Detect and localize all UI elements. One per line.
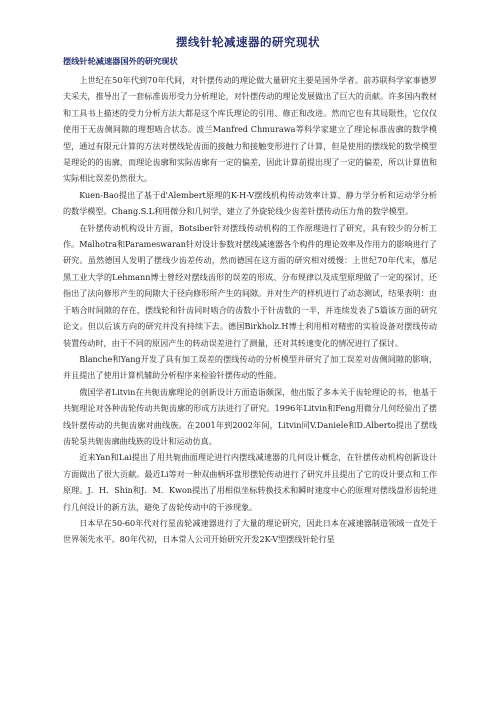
paragraph: 上世纪在50年代到70年代间，对针摆传动的理论做大量研究主要是国外学者。前苏联科学家事德罗夫采夫，推导出了一套标准齿形受力分析理论，对针摆传动的理论发展做出了巨大的贡献。许多国内教材和工具书上描述的受力分析方法大都是这个库氏理论的引用、修正和改进。然而它也有其局限性，它仅仅使用于无齿侧间隙的理想啮合状态。波兰Manfred Chmurawa等科学家建立了理论标准齿廓的数学模型，通过有限元计算的方法对摆线轮齿面的接触力和接触变形进行了计算，但是使用的摆线轮的数学模型是理论的的齿廓，而理论齿廓和实际齿廓有一定的偏差，因此计算前提出现了一定的偏差，所以计算值和实际相比误差仍然很大。 [63, 75, 437, 184]
paragraph: 俄国学者Litvin在共轭齿廓理论的创新设计方面造诣颇深，他出版了多本关于齿轮理论的书，他基于共轭理论对各种齿轮传动共轭齿廓的形成方法进行了研究。1996年Litvin和Feng用微分几何经验出了摆线针摆传动的共轭齿廓对曲线族。在2001年到2002年间，Litvin同V.Daniele和D.Alberto提出了摆线齿轮泵共轭齿廓曲线族的设计和运动仿真。 [63, 386, 437, 446]
document-title: 摆线针轮减速器的研究现状 [176, 35, 320, 49]
paragraph: 近来Yan和Lai提出了用共轭曲面理论进行内摆线减速器的几何设计概念，在针摆传动机构创新设计方面做出了很大贡献。最近Li等对一种双曲柄环盘形摆轮传动进行了研究并且提出了它的设计要点和工作原理。J．H．Shin和J．M．Kwon提出了用相似坐标转换技术和瞬时速度中心的原理对摆线盘形齿轮进行几何设计的新方法，避免了齿轮传动中的干涉现象。 [63, 452, 437, 512]
paragraph: Blanche和Yang开发了具有加工误差的摆线传动的分析模型并研究了加工误差对齿侧间隙的影响，并且提出了使用计算机辅助分析程序来检验针摆传动的性能。 [63, 353, 437, 381]
paragraph: 在针摆传动机构设计方面，Botsiber针对摆线传动机构的工作原理进行了研究，具有较少的分析工作。Malhotra和Parameswaran针对设计参数对摆线减速器各个构件的理论效率及作用力的影响进行了研究。虽然德国人发明了摆线少齿差传动，然而德国在这方面的研究相对缓慢：上世纪70年代末，慕尼黑工业大学的Lehmann博士曾经对摆线齿形的误差的形成、分布规律以及成型原理做了一定的探讨，还指出了法向修形产生的间隙大于径向修形所产生的间隙。并对生产的样机进行了动态测试，结果表明：由于啮合时间隙的存在，摆线轮和针齿同时啮合的齿数小于针齿数的一半，并连续发表了5篇该方面的研究论文。但以后该方向的研究并没有持续下去。德国Birkholz.H博士利用相对精密的实验设备对摆线传动装置传动时，由于不同的原因产生的转动误差进行了测量，还对其转速变化的情况进行了探讨。 [63, 222, 437, 348]
section-heading: 摆线针轮减速器国外的研究现状 [63, 56, 178, 66]
paragraph: 日本早在50-60年代对行星齿轮减速器进行了大量的理论研究，因此日本在减速器制造领域一直处于世界领先水平。80年代初，日本常人公司开始研究开发2K-V型摆线针轮行星 [63, 517, 437, 545]
paragraph: Kuen-Bao提出了基于d'Alembert原理的K-H-V摆线机构传动效率计算、静力学分析和运动学分析的数学模型。Chang.S.L利用微分和几何学，建立了外旋轮线少齿差针摆传动压力角的数学模型。 [63, 189, 437, 217]
body-text [63, 72, 437, 548]
